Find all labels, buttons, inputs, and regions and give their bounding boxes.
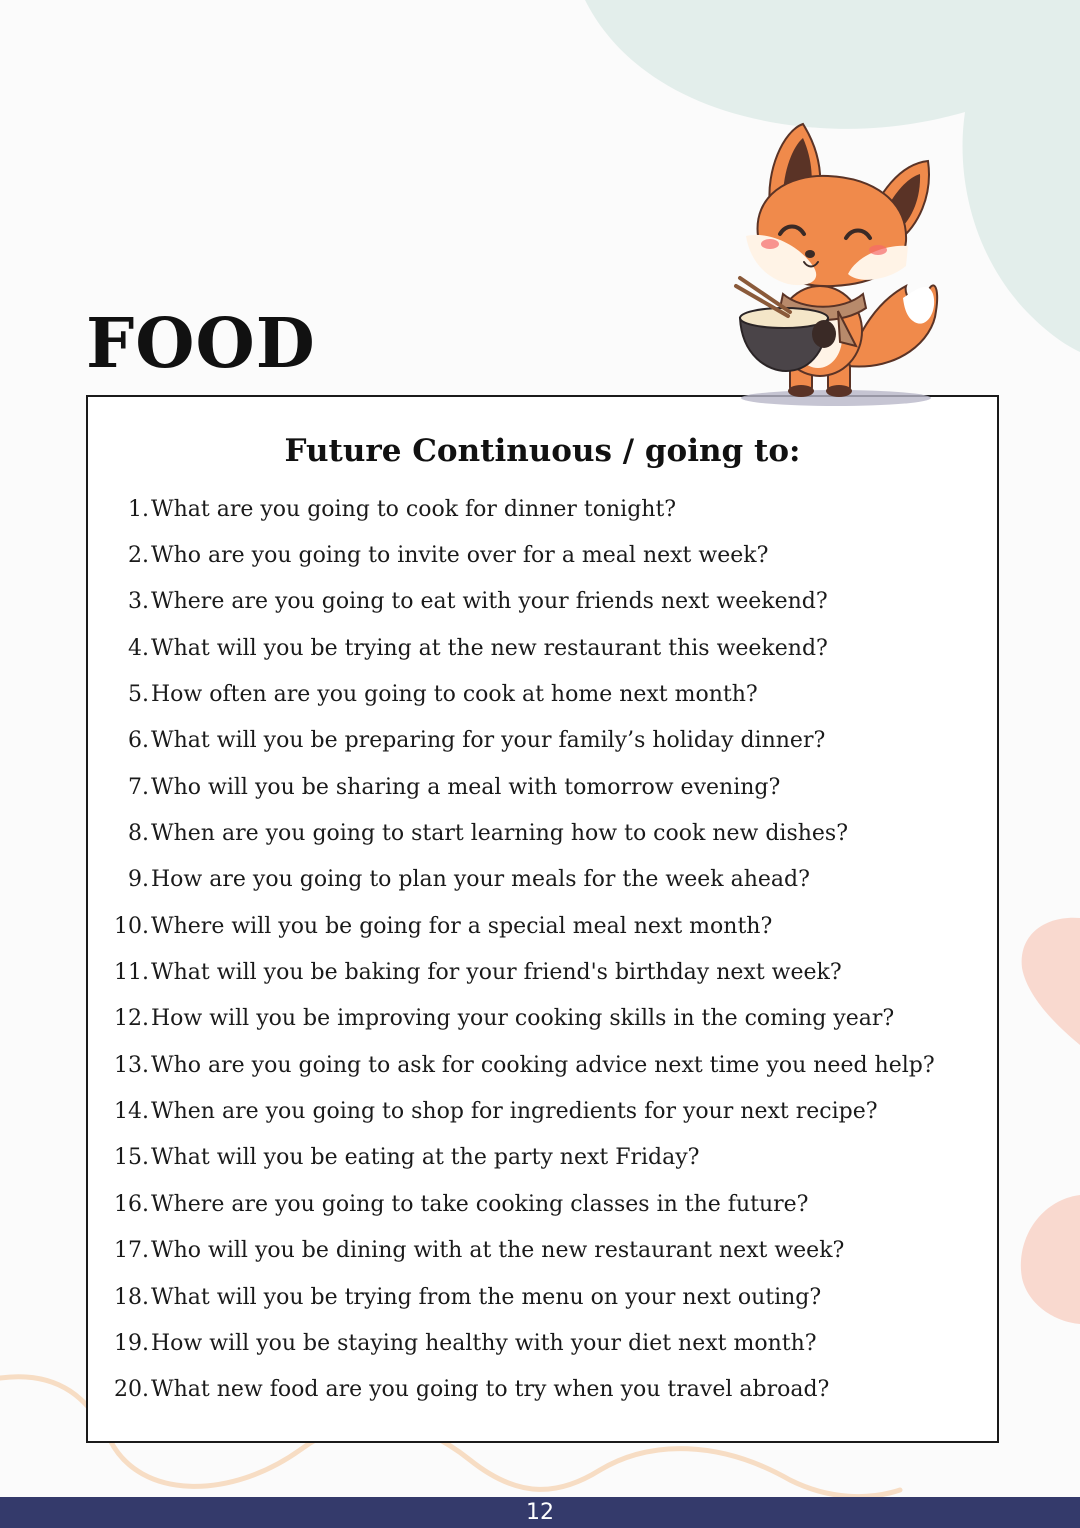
- question-text: When are you going to start learning how to cook new dishes?: [151, 821, 849, 847]
- question-text: What will you be trying at the new restaurant this weekend?: [151, 635, 828, 661]
- question-text: Where will you be going for a special meal next month?: [151, 913, 773, 939]
- question-number: 11.: [114, 960, 149, 986]
- question-text: What will you be trying from the menu on your next outing?: [151, 1284, 822, 1310]
- question-item: [88, 764, 935, 810]
- question-number: 13.: [114, 1052, 149, 1078]
- question-list: [88, 486, 935, 1413]
- question-item: [88, 1181, 935, 1227]
- question-item: [88, 579, 935, 625]
- page-title: FOOD: [86, 304, 316, 384]
- question-number: 3.: [128, 589, 149, 615]
- question-number: 9.: [128, 867, 149, 893]
- question-number: 15.: [114, 1145, 149, 1171]
- question-text: What will you be baking for your friend's birthday next week?: [151, 960, 842, 986]
- question-number: 18.: [114, 1284, 149, 1310]
- question-text: How often are you going to cook at home next month?: [151, 682, 758, 708]
- question-number: 12.: [114, 1006, 149, 1032]
- fox-chef-icon: [728, 116, 958, 411]
- question-item: [88, 1367, 935, 1413]
- question-box: [86, 395, 999, 1443]
- question-number: 7.: [128, 774, 149, 800]
- question-item: [88, 671, 935, 717]
- question-text: Who will you be sharing a meal with tomorrow evening?: [151, 774, 781, 800]
- question-text: When are you going to shop for ingredients for your next recipe?: [151, 1099, 878, 1125]
- question-number: 5.: [128, 682, 149, 708]
- question-number: 10.: [114, 913, 149, 939]
- peach-blob-shape: [1022, 918, 1080, 1045]
- question-number: 16.: [114, 1191, 149, 1217]
- question-number: 2.: [128, 543, 149, 569]
- question-number: 14.: [114, 1099, 149, 1125]
- question-item: [88, 903, 935, 949]
- question-text: How are you going to plan your meals for the week ahead?: [151, 867, 810, 893]
- question-item: [88, 1320, 935, 1366]
- question-item: [88, 810, 935, 856]
- question-text: Who are you going to invite over for a meal next week?: [151, 543, 769, 569]
- question-item: [88, 996, 935, 1042]
- question-text: Who are you going to ask for cooking advice next time you need help?: [151, 1052, 935, 1078]
- question-number: 4.: [128, 635, 149, 661]
- question-item: [88, 1088, 935, 1134]
- question-item: [88, 532, 935, 578]
- question-number: 20.: [114, 1377, 149, 1403]
- footer-bar: [0, 1497, 1080, 1528]
- question-item: [88, 857, 935, 903]
- question-item: [88, 1274, 935, 1320]
- section-heading: Future Continuous / going to:: [284, 433, 801, 469]
- question-item: [88, 718, 935, 764]
- question-item: [88, 1135, 935, 1181]
- question-number: 19.: [114, 1330, 149, 1356]
- question-text: Where are you going to eat with your friends next weekend?: [151, 589, 828, 615]
- question-item: [88, 949, 935, 995]
- question-text: What new food are you going to try when you travel abroad?: [151, 1377, 830, 1403]
- page-number: 12: [526, 1500, 554, 1525]
- question-number: 6.: [128, 728, 149, 754]
- question-item: [88, 625, 935, 671]
- question-text: What are you going to cook for dinner tonight?: [151, 496, 677, 522]
- peach-blob-shape-lower: [1021, 1195, 1080, 1324]
- question-text: How will you be staying healthy with your diet next month?: [151, 1330, 817, 1356]
- question-number: 8.: [128, 821, 149, 847]
- question-item: [88, 1042, 935, 1088]
- question-number: 1.: [128, 496, 149, 522]
- question-item: [88, 1228, 935, 1274]
- question-text: Where are you going to take cooking classes in the future?: [151, 1191, 809, 1217]
- question-text: What will you be preparing for your family’s holiday dinner?: [151, 728, 826, 754]
- question-text: What will you be eating at the party next Friday?: [151, 1145, 700, 1171]
- question-number: 17.: [114, 1238, 149, 1264]
- question-item: [88, 486, 935, 532]
- question-text: Who will you be dining with at the new restaurant next week?: [151, 1238, 845, 1264]
- question-text: How will you be improving your cooking skills in the coming year?: [151, 1006, 895, 1032]
